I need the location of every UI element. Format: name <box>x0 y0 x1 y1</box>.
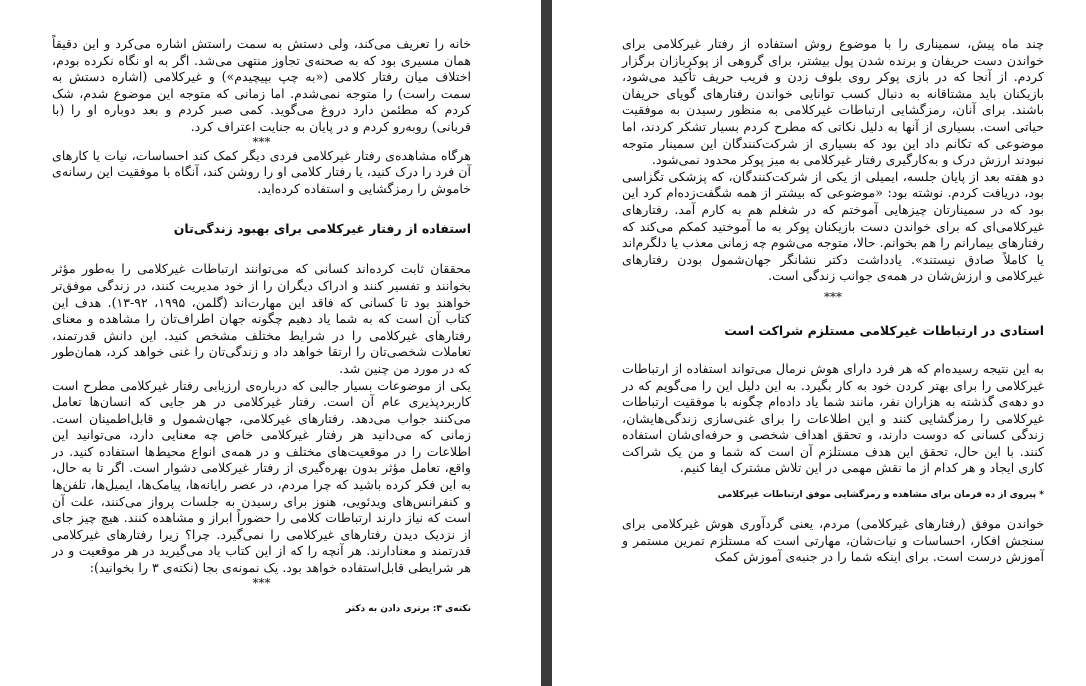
left-page <box>0 0 541 686</box>
right-paragraph-3: به این نتیجه رسیده‌ام که هر فرد دارای هوش نرمال می‌تواند استفاده از ارتباطات غیرکلامی را برای بهتر کردن خود به کار بگیرد. به این دلیل این را می‌گویم که در دو دهه‌ی گذشته به هزاران نفر، مانند شما یاد داده‌ام چگونه با موفقیت ارتباطات غیرکلامی را رمزگشایی کنند و این اطلاعات را برای غنی‌سازی زندگی‌هایشان، زندگی کسانی که دوست دارند، و تحقق اهداف شخصی و حرفه‌ای‌شان استفاده کنند. با این حال، تحقق این هدف مستلزم آن است که شما و من یک شراکت کاری ایجاد و هر کدام از ما نقش مهمی در این تلاش مشترک ایفا کنیم. <box>622 360 1044 476</box>
left-paragraph-4: یکی از موضوعات بسیار جالبی که درباره‌ی ارزیابی رفتار غیرکلامی مطرح است کاربردپذیری عام آن است. رفتار غیرکلامی در هر جایی که انسان‌ها تعامل می‌کنند جواب می‌دهد. رفتارهای غیرکلامی، جهان‌شمول و قابل‌اطمینان است. زمانی که می‌دانید هر رفتار غیرکلامی خاص چه معنایی دارد، می‌توانید این اطلاعات را در موقعیت‌های مختلف و در همه‌ی انواع محیط‌ها استفاده کنید. در واقع، تعامل مؤثر بدون بهره‌گیری از رفتار غیرکلامی دشوار است. اگر تا به حال، به این فکر کرده باشید که چرا مردم، در عصر رایانه‌ها، پیامک‌ها، ایمیل‌ها، تلفن‌ها و کنفرانس‌های ویدئویی، هنوز برای رسیدن به جلسات پرواز می‌کنند، علت آن است که نیاز دارند ارتباطات کلامی را حضوراً ابراز و مشاهده کنند. هیچ چیز جای از نزدیک دیدن رفتارهای غیرکلامی را نمی‌گیرد. چرا؟ زیرا رفتارهای غیرکلامی قدرتمند و معنادارند. هر آنچه را که از این کتاب یاد می‌گیرید در هر موقعیت و در هر شرایطی قابل‌استفاده خواهد بود. یک نمونه‌ی بجا (نکته‌ی ۳ را بخوانید): <box>52 377 472 576</box>
tip-label: نکته‌ی ۳: برتری دادن به دکتر <box>346 603 471 614</box>
section-separator: *** <box>252 575 271 590</box>
right-subheading: * پیروی از ده فرمان برای مشاهده و رمزگشایی موفق ارتباطات غیرکلامی <box>717 490 1044 501</box>
right-page <box>552 0 1086 686</box>
right-page-text <box>622 36 1044 566</box>
left-paragraph-1: خانه را تعریف می‌کند، ولی دستش به سمت راستش اشاره می‌کرد و این دقیقاً همان مسیری بود که به صحنه‌ی تجاوز منتهی می‌شد. اگر به او نگاه نکرده بودم، اختلاف میان رفتار کلامی («به چپ بپیچیدم») و غیرکلامی (اشاره دستش به سمت راست) را متوجه نمی‌شدم. اما زمانی که متوجه این موضوع شدم، شک کردم که مطئمن دارد دروغ می‌گوید. کمی صبر کردم و بعد دوباره او را (با قربانی) روبه‌رو کردم و در پایان به جنایت اعتراف کرد. <box>52 36 471 134</box>
right-paragraph-4: خواندن موفق (رفتارهای غیرکلامی) مردم، یعنی گردآوری هوش غیرکلامی برای سنجش افکار، احساسات و نیات‌شان، مهارتی است که مستلزم تمرین مستمر و آموزش درست است. برای اینکه شما را در جنبه‌ی آموزش کمک <box>622 516 1044 565</box>
section-separator: *** <box>252 134 271 149</box>
right-paragraph-1: چند ماه پیش، سمیناری را با موضوع روش استفاده از رفتار غیرکلامی برای خواندن دست حریفان و برنده شدن پول بیشتر، برای گروهی از پوکربازان برگزار کردم. از آنجا که در بازی پوکر روی بلوف زدن و فریب حریف تأکید می‌شود، بازیکنان باید مشتاقانه به دنبال کسب توانایی خواندن رفتارهای گویای حریفان باشند. برای آنان، رمزگشایی ارتباطات غیرکلامی به منظور رسیدن به موفقیت حیاتی است. بسیاری از آنها به دلیل نکاتی که مطرح کردم بسیار تشکر کردند، اما موضوعی که تکانم داد این بود که بسیاری از شرکت‌کنندگان این سمینار متوجه نبودند ارزش درک و به‌کارگیری رفتار غیرکلامی به میز پوکر محدود نمی‌شود. <box>622 36 1044 168</box>
section-separator: *** <box>824 289 842 304</box>
book-gutter <box>541 0 552 686</box>
right-section-heading: استادی در ارتباطات غیرکلامی مستلزم شراکت است <box>724 322 1044 338</box>
left-paragraph-2: هرگاه مشاهده‌ی رفتار غیرکلامی فردی دیگر کمک کند احساسات، نیات یا کارهای آن فرد را درک کنید، یا رفتار کلامی او را روشن کند، آنگاه با موفقیت این رسانه‌ی خاموش را رمزگشایی و استفاده کرده‌اید. <box>52 147 471 196</box>
left-section-heading: استفاده از رفتار غیرکلامی برای بهبود زندگی‌تان <box>173 221 471 237</box>
left-page-text <box>52 36 471 616</box>
left-paragraph-3: محققان ثابت کرده‌اند کسانی که می‌توانند ارتباطات غیرکلامی را به‌طور مؤثر بخوانند و تفسیر کنند و ادراک دیگران را از خود مدیریت کنند، در زندگی موفق‌تر خواهند بود تا کسانی که فاقد این مهارت‌اند (گلمن، ۱۹۹۵، ۹۲-۱۳). هدف این کتاب آن است که به شما یاد دهیم چگونه جهان اطراف‌تان را مشاهده و معنای رفتارهای غیرکلامی را در شرایط مختلف مشخص کنید. این دانش قدرتمند، تعاملات شخصی‌تان را ارتقا خواهد داد و زندگی‌تان را غنی خواهد کرد، همان‌طور که در مورد من چنین شد. <box>52 261 471 376</box>
right-paragraph-2: دو هفته بعد از پایان جلسه، ایمیلی از یکی از شرکت‌کنندگان، که پزشکی تگزاسی بود، دریافت کردم. نوشته بود: «موضوعی که بیشتر از همه شگفت‌زده‌ام کرد این بود که در سمینارتان چیزهایی آموختم که در شغلم هم به کارم آمد. رفتارهای غیرکلامی‌ای که برای خواندن دست بازیکنان پوکر به ما آموختید کمکم می‌کند که رفتارهای بیمارانم را هم بخوانم. حالا، متوجه می‌شوم چه زمانی معذب یا دلگرم‌اند یا کاملاً صادق نیستند». یادداشت دکتر نشانگر جهان‌شمول بودن رفتارهای غیرکلامی و ارزش‌شان در همه‌ی جوانب زندگی است. <box>622 168 1044 284</box>
